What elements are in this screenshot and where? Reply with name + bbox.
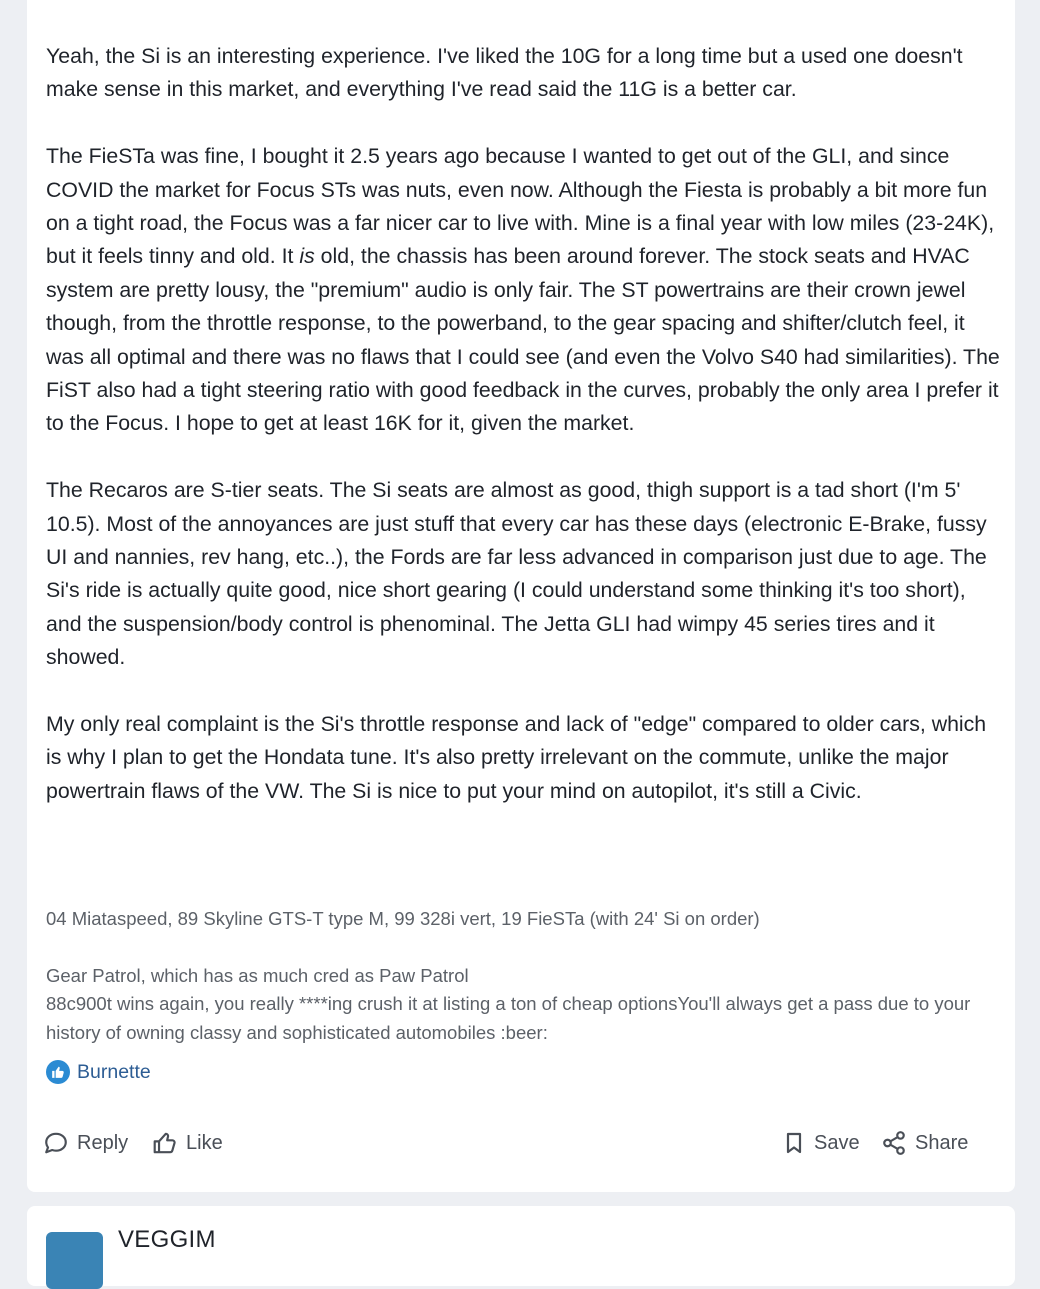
share-icon <box>881 1130 907 1156</box>
like-button[interactable] <box>152 1126 223 1160</box>
post-author-username[interactable]: VEGGIM <box>118 1226 216 1253</box>
signature-cars: 04 Miataspeed, 89 Skyline GTS-T type M, 99 328i vert, 19 FieSTa (with 24' Si on order) <box>46 908 760 929</box>
post-paragraph-4: My only real complaint is the Si's throttle response and lack of "edge" compared to older cars, which is why I plan to get the Hondata tune. It's also pretty irrelevant on the commute, unlike the major powertrain flaws of the VW. The Si is nice to put your mind on autopilot, it's still a Civic. <box>46 712 987 803</box>
avatar[interactable] <box>46 1232 103 1289</box>
reply-icon <box>43 1130 69 1156</box>
save-button[interactable] <box>782 1126 860 1160</box>
reply-button[interactable] <box>43 1126 128 1160</box>
post-paragraph-1: Yeah, the Si is an interesting experience. I've liked the 10G for a long time but a used one doesn't make sense in this market, and everything I've read said the 11G is a better car. <box>46 44 963 102</box>
reaction-users[interactable]: Burnette <box>77 1060 151 1083</box>
save-label: Save <box>814 1131 860 1154</box>
signature-quote-2: 88c900t wins again, you really ****ing crush it at listing a ton of cheap optionsYou'll always get a pass due to your history of owning classy and sophisticated automobiles :beer: <box>46 993 971 1043</box>
post-paragraph-2: The FieSTa was fine, I bought it 2.5 years ago because I wanted to get out of the GLI, and since COVID the market for Focus STs was nuts, even now. Although the Fiesta is probably a bit more fun on a tight road, the Focus was a far nicer car to live with. Mine is a final year with low miles (23-24K), but it feels tinny and old. It is old, the chassis has been around forever. The stock seats and HVAC system are pretty lousy, the "premium" audio is only fair. The ST powertrains are their crown jewel though, from the throttle response, to the powerband, to the gear spacing and shifter/clutch feel, it was all optimal and there was no flaws that I could see (and even the Volvo S40 had similarities). The FiST also had a tight steering ratio with good feedback in the curves, probably the only area I prefer it to the Focus. I hope to get at least 16K for it, given the market. <box>46 144 1000 436</box>
reactions-bar[interactable] <box>46 1060 151 1084</box>
emphasis-text: is <box>299 244 315 269</box>
post-body <box>46 40 1001 808</box>
bookmark-icon <box>782 1130 806 1156</box>
post-actions <box>43 1126 983 1160</box>
share-label: Share <box>915 1131 969 1154</box>
reply-label: Reply <box>77 1131 129 1154</box>
post-paragraph-3: The Recaros are S-tier seats. The Si seats are almost as good, thigh support is a tad short (I'm 5' 10.5). Most of the annoyances are just stuff that every car has these days (electronic E-Brake, fussy UI and nannies, rev hang, etc..), the Fords are far less advanced in comparison just due to age. The Si's ride is actually quite good, nice short gearing (I could understand some thinking it's too short), and the suspension/body control is phenominal. The Jetta GLI had wimpy 45 series tires and it showed. <box>46 478 987 670</box>
share-button[interactable] <box>881 1126 968 1160</box>
next-post-card <box>27 1206 1015 1286</box>
user-signature <box>46 905 1001 1047</box>
post-card <box>27 0 1015 1192</box>
thumbs-up-icon <box>152 1130 178 1156</box>
like-label: Like <box>186 1131 223 1154</box>
thumbs-up-badge-icon <box>46 1060 70 1084</box>
signature-quote-1: Gear Patrol, which has as much cred as Paw Patrol <box>46 964 469 986</box>
